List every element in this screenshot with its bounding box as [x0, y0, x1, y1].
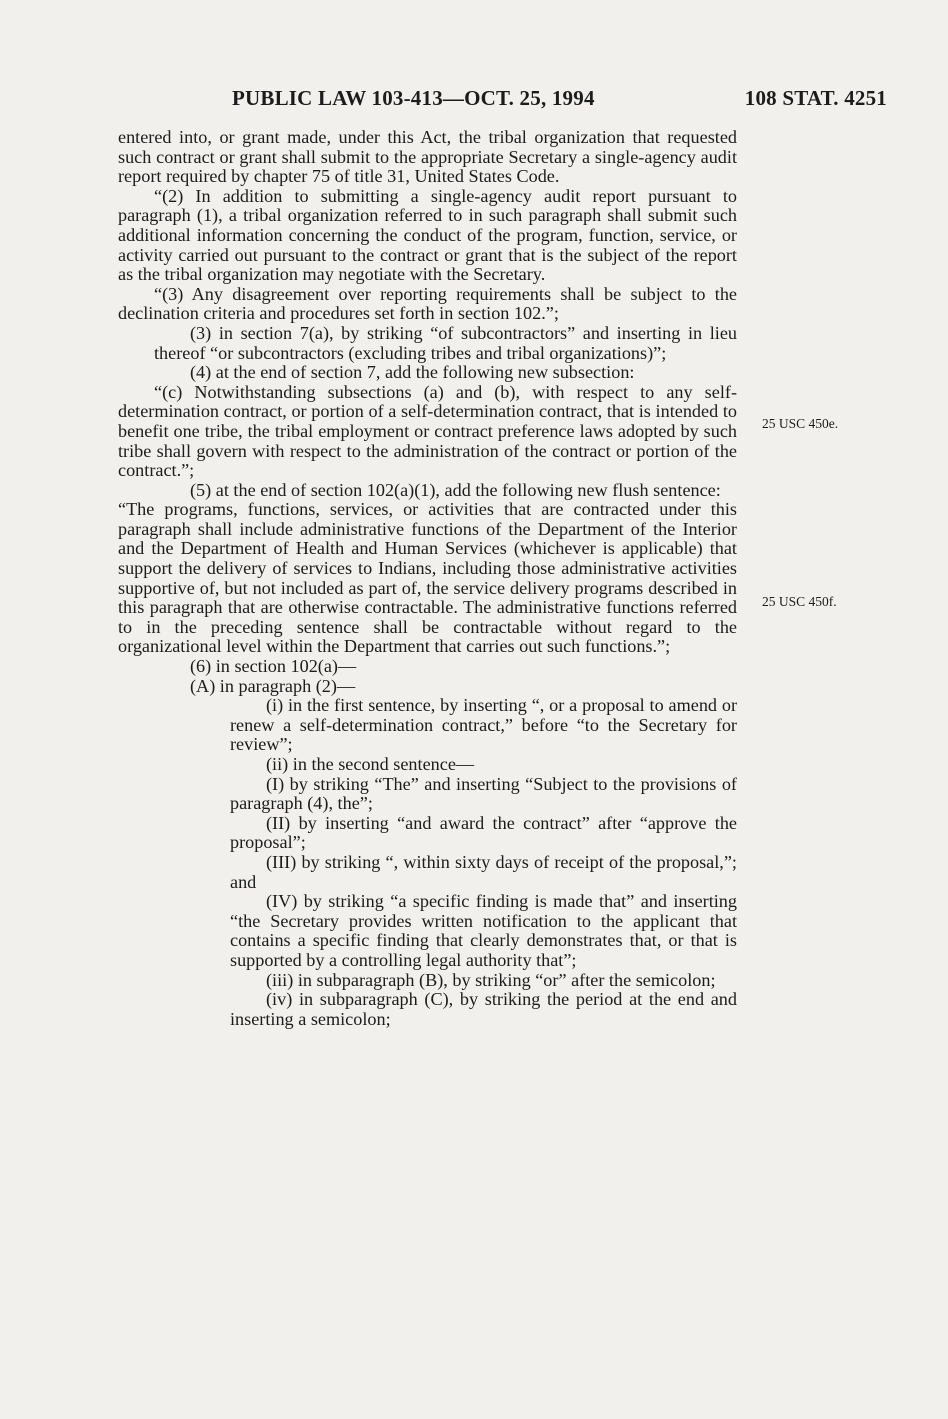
amendment-6: (6) in section 102(a)— — [190, 656, 357, 677]
header-stat-page: 108 STAT. 4251 — [744, 86, 887, 110]
document-body — [118, 128, 737, 1029]
amendment-5: (5) at the end of section 102(a)(1), add the following new flush sentence: — [190, 479, 721, 500]
subclause-II: (II) by inserting “and award the contract” after “approve the proposal”; — [230, 812, 737, 853]
flush-sentence: “The programs, functions, services, or activities that are contracted under this paragraph shall include administrative functions of the Department of the Interior and the Department of Health and Human Services (whichever is applicable) that support the delivery of services to Indians, including those administrative activities supportive of, but not included as part of, the service delivery programs described in this paragraph that are otherwise contractable. The administrative functions referred to in the preceding sentence shall be contractable without regard to the organizational level within the Department that carries out such functions.”; — [118, 499, 737, 657]
clause-iii: (iii) in subparagraph (B), by striking “or” after the semicolon; — [266, 969, 716, 990]
clause-i: (i) in the first sentence, by inserting “, or a proposal to amend or renew a self-determination contract,” before “to the Secretary for review”; — [230, 695, 737, 755]
amendment-3: (3) in section 7(a), by striking “of subcontractors” and inserting in lieu thereof “or subcontractors (excluding tribes and tribal organizations)”; — [154, 322, 737, 363]
clause-iv: (iv) in subparagraph (C), by striking the period at the end and inserting a semicolon; — [230, 989, 737, 1029]
subclause-IV: (IV) by striking “a specific finding is made that” and inserting “the Secretary provides written notification to the applicant that contains a specific finding that clearly demonstrates that, or that is supported by a controlling legal authority that”; — [230, 891, 737, 970]
subclause-III: (III) by striking “, within sixty days of receipt of the proposal,”; and — [230, 851, 737, 892]
paragraph-continuation: entered into, or grant made, under this Act, the tribal organization that requested such contract or grant shall submit to the appropriate Secretary a single-agency audit report required by chapter 75 of title 31, United States Code. — [118, 127, 737, 187]
margin-note-450e: 25 USC 450e. — [762, 416, 839, 431]
margin-note-450f: 25 USC 450f. — [762, 594, 837, 609]
subsection-c: “(c) Notwithstanding subsections (a) and (b), with respect to any self-determination contract, or portion of a self-determination contract, that is intended to benefit one tribe, the tribal employment or contract preference laws adopted by such tribe shall govern with respect to the administration of the contract or portion of the contract.”; — [118, 381, 737, 481]
clause-ii: (ii) in the second sentence— — [266, 754, 475, 774]
paragraph-2: “(2) In addition to submitting a single-agency audit report pursuant to paragraph (1), a tribal organization referred to in such paragraph shall submit such additional information concerning the conduct of the program, function, service, or activity carried out pursuant to the contract or grant that is the subject of the report as the tribal organization may negotiate with the Secretary. — [118, 185, 737, 285]
subclause-I: (I) by striking “The” and inserting “Subject to the provisions of paragraph (4), the”; — [230, 773, 737, 814]
header-public-law: PUBLIC LAW 103-413—OCT. 25, 1994 — [232, 86, 595, 110]
subparagraph-A: (A) in paragraph (2)— — [190, 675, 356, 696]
amendment-4: (4) at the end of section 7, add the following new subsection: — [190, 362, 635, 383]
paragraph-3: “(3) Any disagreement over reporting requirements shall be subject to the declination criteria and procedures set forth in section 102.”; — [118, 283, 737, 324]
